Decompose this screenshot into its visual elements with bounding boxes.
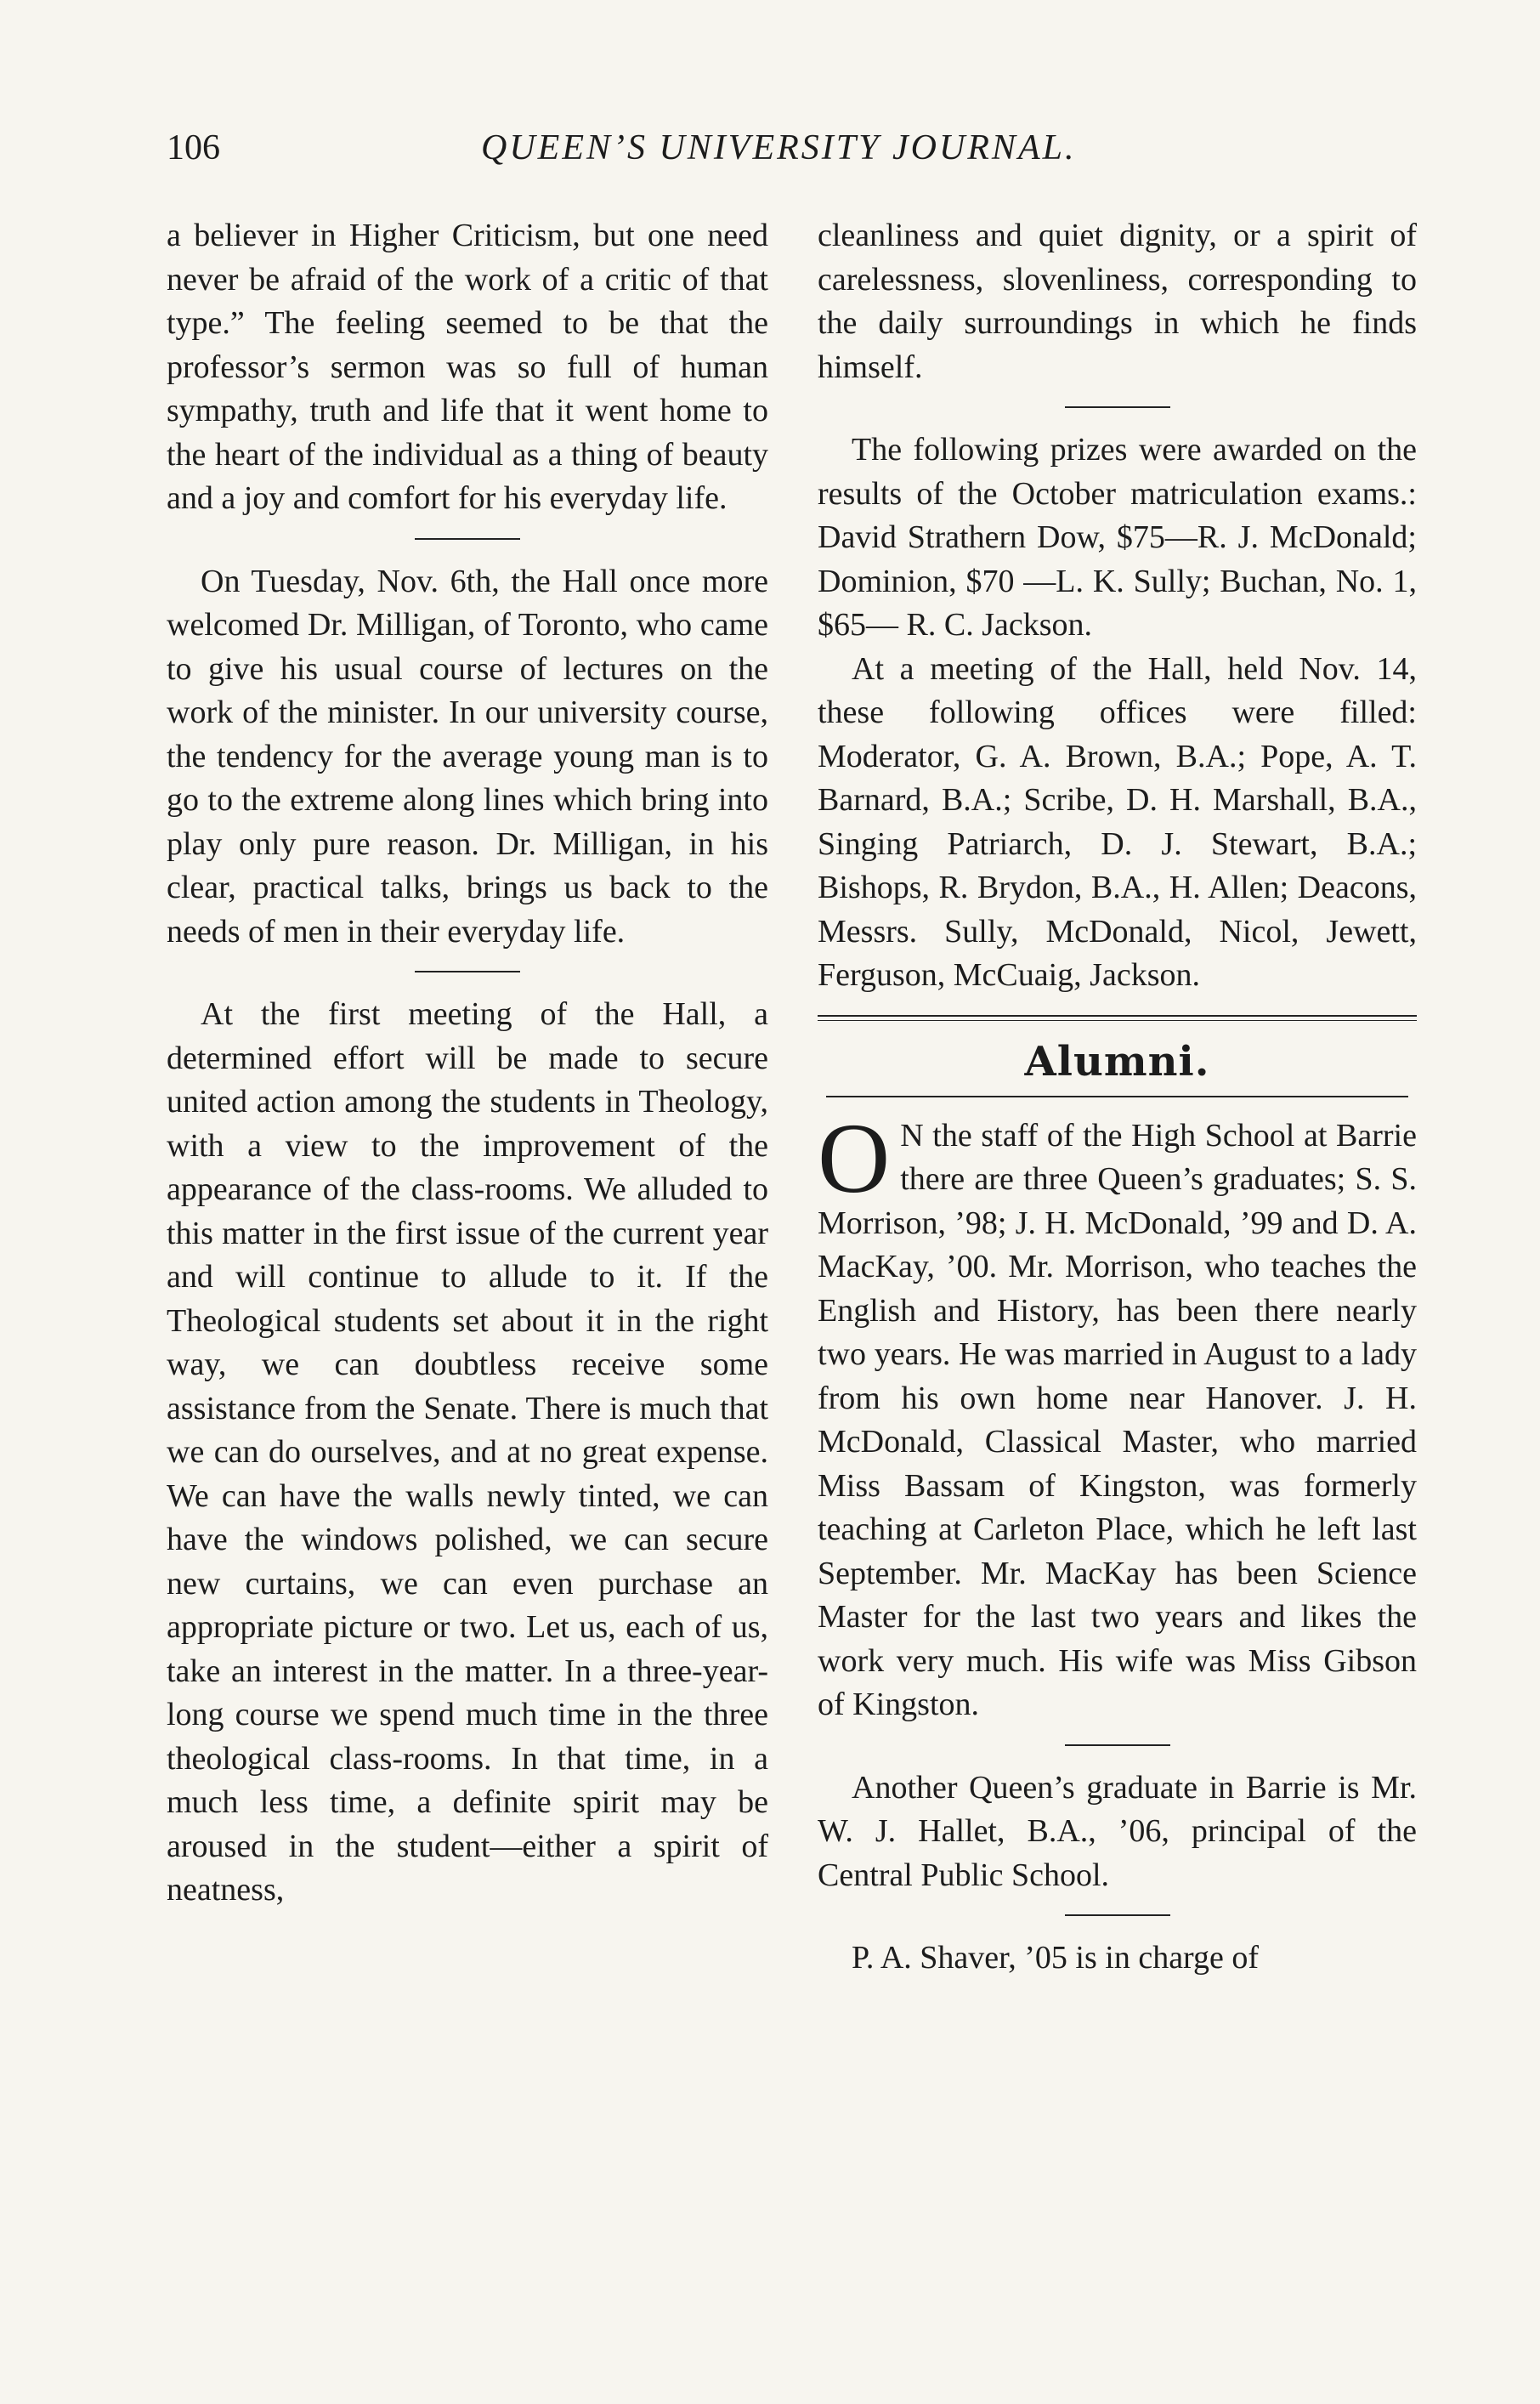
paragraph-sermon: a believer in Higher Criticism, but one need never be afraid of the work of a critic of that type.” The feeling seemed to be that the professor’s sermon was so full of human sympathy, truth and life that it went home to the heart of the individual as a thing of beauty and a joy and comfort for his everyday life. (167, 218, 768, 516)
journal-title: QUEEN’S UNIVERSITY JOURNAL. (481, 128, 1077, 167)
right-column (818, 214, 1417, 1981)
page-header (167, 122, 1169, 173)
divider-rule (1065, 406, 1170, 408)
divider-rule (415, 538, 520, 540)
paragraph-hall-offices: At a meeting of the Hall, held Nov. 14, these following offices were filled: Moderator, G. A. Brown, B.A.; Pope, A. T. Barnard, B.A.; Scribe, D. H. Marshall, B.A., Singing Patriarch, D. J. Stewart, B.A.; Bishops, R. Brydon, B.A., H. Allen; Deacons, Messrs. Sully, McDonald, Nicol, Jewett, Ferguson, McCuaig, Jackson. (818, 650, 1417, 993)
divider-rule (1065, 1914, 1170, 1916)
paragraph-barrie-staff-text: N the staff of the High School at Barrie there are three Queen’s graduates; S. S. Morrison, ’98; J. H. McDonald, ’99 and D. A. MacKay, ’00. Mr. Morrison, who teaches the English and History, has been there nearly two years. He was married in August to a lady from his own home near Hanover. J. H. McDonald, Classical Master, who married Miss Bassam of Kingston, was formerly teaching at Carleton Place, which he left last September. Mr. MacKay has been Science Master for the last two years and likes the work very much. His wife was Miss Gibson of Kingston. (818, 1117, 1417, 1722)
paragraph-dignity: cleanliness and quiet dignity, or a spirit of carelessness, slovenliness, corresponding to the daily surroundings in which he finds himself. (818, 218, 1417, 385)
section-double-rule (818, 1015, 1417, 1021)
page-number: 106 (167, 128, 220, 167)
paragraph-milligan: On Tuesday, Nov. 6th, the Hall once more welcomed Dr. Milligan, of Toronto, who came to give his usual course of lectures on the work of the minister. In our university course, the tendency for the average young man is to go to the extreme along lines which bring into play only pure reason. Dr. Milligan, in his clear, practical talks, brings us back to the needs of men in their everyday life. (167, 563, 768, 950)
left-column (167, 214, 768, 1913)
divider-rule (1065, 1744, 1170, 1746)
drop-cap: O (818, 1102, 891, 1214)
paragraph-hallet: Another Queen’s graduate in Barrie is Mr. W. J. Hallet, B.A., ’06, principal of the Central Public School. (818, 1769, 1417, 1893)
paragraph-barrie-staff (818, 1102, 1417, 1727)
paragraph-class-rooms: At the first meeting of the Hall, a determined effort will be made to secure united action among the students in Theology, with a view to the improvement of the appearance of the class-rooms. We alluded to this matter in the first issue of the current year and will continue to allude to it. If the Theological students set about it in the right way, we can doubtless receive some assistance from the Senate. There is much that we can do ourselves, and at no great expense. We can have the walls newly tinted, we can have the windows polished, we can secure new curtains, we can even purchase an appropriate picture or two. Let us, each of us, take an interest in the matter. In a three-year-long course we spend much time in the three theological class-rooms. In that time, in a much less time, a definite spirit may be aroused in the student—either a spirit of neatness, (167, 996, 768, 1908)
paragraph-prizes: The following prizes were awarded on the results of the October matriculation exams.: David Strathern Dow, $75—R. J. McDonald; Dominion, $70 —L. K. Sully; Buchan, No. 1, $65— R. C. Jackson. (818, 432, 1417, 643)
divider-rule (415, 971, 520, 972)
section-rule (826, 1096, 1408, 1097)
section-title-alumni: Alumni. (1024, 1037, 1210, 1086)
paragraph-shaver: P. A. Shaver, ’05 is in charge of (852, 1940, 1260, 1976)
